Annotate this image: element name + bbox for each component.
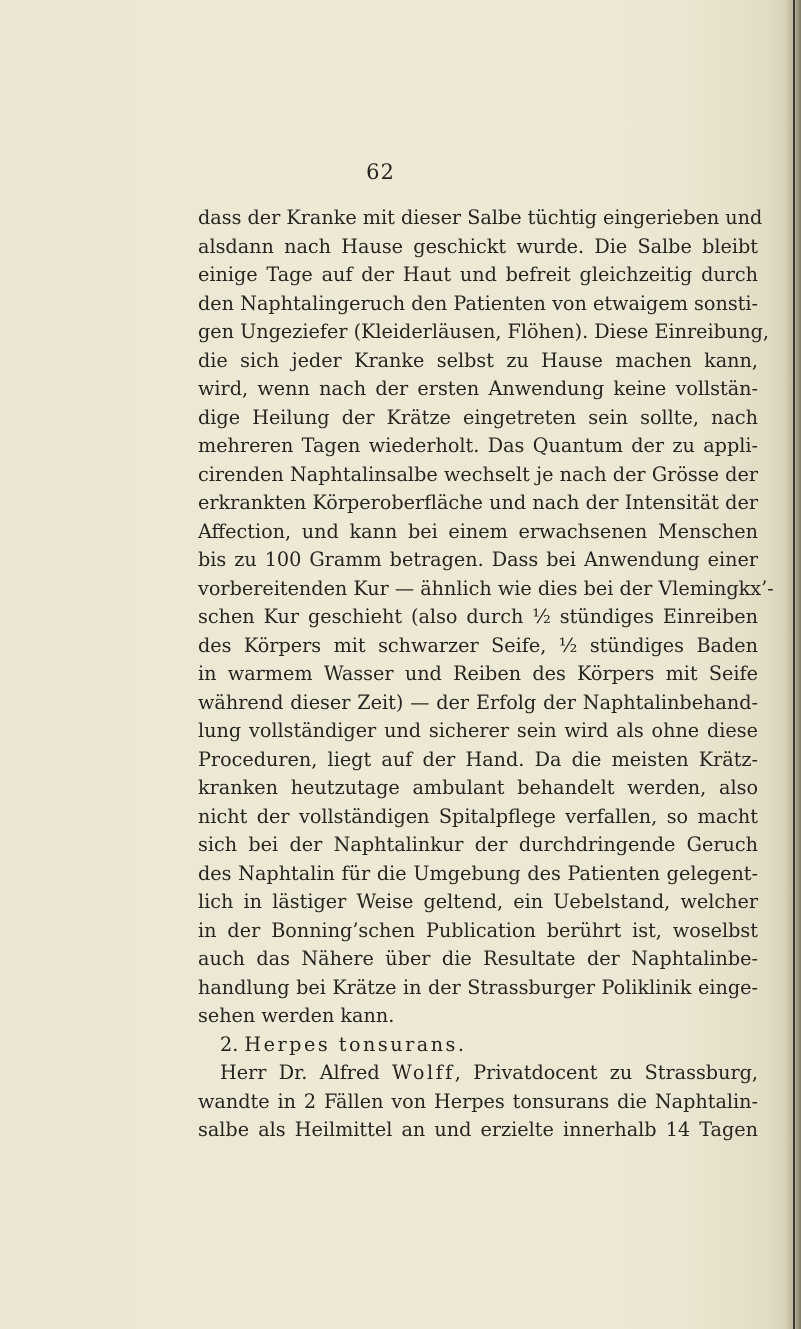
text-line: mehreren Tagen wiederholt. Das Quantum der zu appli- — [198, 434, 758, 457]
text-line: nicht der vollständigen Spitalpflege verfallen, so macht — [198, 804, 758, 828]
text-line: einige Tage auf der Haut und befreit gleichzeitig durch — [198, 263, 758, 286]
body-text — [198, 204, 774, 1145]
text-line: sich bei der Naphtalinkur der durchdringende Geruch — [198, 833, 758, 856]
text-line: in der Bonning’schen Publication berührt ist, woselbst — [198, 918, 758, 942]
text-line: gen Ungeziefer (Kleiderläusen, Flöhen). Diese Einreibung, — [198, 320, 770, 343]
text-line: die sich jeder Kranke selbst zu Hause machen kann, — [198, 348, 758, 372]
text-line: vorbereitenden Kur — ähnlich wie dies bei der Vlemingkx’- — [198, 576, 774, 600]
text-fragment: , Privatdocent zu Strassburg, — [454, 1061, 758, 1084]
text-line: cirenden Naphtalinsalbe wechselt je nach der Grösse der — [198, 462, 758, 486]
text-line: lung vollständiger und sicherer sein wird als ohne diese — [198, 719, 758, 742]
text-line: Proceduren, liegt auf der Hand. Da die meisten Krätz- — [198, 747, 758, 771]
text-line: während dieser Zeit) — der Erfolg der Naphtalinbehand- — [198, 690, 758, 714]
text-line: in warmem Wasser und Reiben des Körpers mit Seife — [198, 662, 758, 685]
text-line: wird, wenn nach der ersten Anwendung keine vollstän- — [198, 377, 758, 400]
text-line: des Körpers mit schwarzer Seife, ½ stündiges Baden — [198, 633, 758, 657]
section-number: 2. — [220, 1032, 239, 1056]
text-line: den Naphtalingeruch den Patienten von etwaigem sonsti- — [198, 291, 758, 315]
text-line: salbe als Heilmittel an und erzielte innerhalb 14 Tagen — [198, 1118, 758, 1141]
text-line — [198, 1059, 758, 1088]
person-name: Wolff — [391, 1061, 455, 1084]
section-title: Herpes tonsurans. — [244, 1032, 467, 1056]
page-edge-line — [793, 0, 795, 1329]
text-line: auch das Nähere über die Resultate der Naphtalinbe- — [198, 947, 758, 970]
text-line: handlung bei Krätze in der Strassburger Poliklinik einge- — [198, 975, 758, 999]
text-line: sehen werden kann. — [198, 1004, 395, 1027]
text-line: dige Heilung der Krätze eingetreten sein sollte, nach — [198, 405, 758, 429]
text-line: des Naphtalin für die Umgebung des Patienten gelegent- — [198, 861, 758, 885]
text-line: dass der Kranke mit dieser Salbe tüchtig eingerieben und — [198, 206, 763, 229]
text-line: alsdann nach Hause geschickt wurde. Die Salbe bleibt — [198, 234, 758, 258]
text-line: bis zu 100 Gramm betragen. Dass bei Anwendung einer — [198, 548, 758, 571]
text-line: Affection, und kann bei einem erwachsenen Menschen — [198, 519, 758, 543]
text-line: kranken heutzutage ambulant behandelt werden, also — [198, 776, 758, 799]
section-heading — [198, 1031, 758, 1060]
text-line: erkrankten Körperoberfläche und nach der Intensität der — [198, 491, 758, 514]
text-line: wandte in 2 Fällen von Herpes tonsurans die Naphtalin- — [198, 1089, 758, 1113]
text-line: lich in lästiger Weise geltend, ein Uebelstand, welcher — [198, 890, 758, 913]
text-fragment: Herr Dr. Alfred — [220, 1061, 392, 1084]
text-line: schen Kur geschieht (also durch ½ stündiges Einreiben — [198, 605, 758, 628]
page-number: 62 — [366, 160, 395, 184]
